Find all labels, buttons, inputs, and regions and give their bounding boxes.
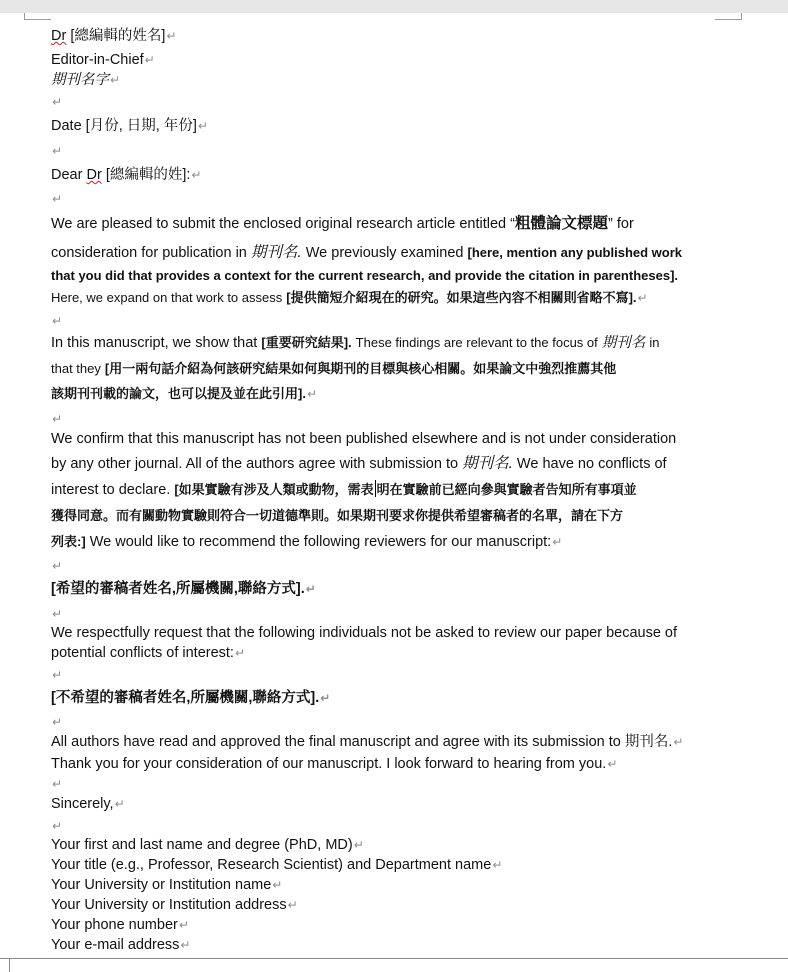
salutation-line: Dear Dr [總編輯的姓]:↵ [51, 167, 202, 183]
page-boundary-tick [9, 958, 10, 972]
crop-mark-top-right [715, 13, 742, 20]
empty-paragraph: ↵ [52, 715, 63, 729]
signature-address: Your University or Institution address↵ [51, 897, 298, 913]
paragraph-3-line-4: 獲得同意。而有關動物實驗則符合一切道德準則。如果期刊要求你提供希望審稿者的名單，請在下方 [51, 508, 624, 523]
page-boundary-line [0, 958, 788, 959]
empty-paragraph: ↵ [52, 144, 63, 158]
signature-title: Your title (e.g., Professor, Research Scientist) and Department name↵ [51, 857, 503, 873]
paragraph-5-line-2: Thank you for your consideration of our manuscript. I look forward to hearing from you.↵ [51, 756, 618, 772]
closing: Sincerely,↵ [51, 796, 125, 812]
empty-paragraph: ↵ [52, 819, 63, 833]
wanted-reviewers: [希望的審稿者姓名,所屬機關,聯絡方式].↵ [51, 581, 316, 597]
paragraph-2-line-3: 該期刊刊載的論文，也可以提及並在此引用].↵ [51, 386, 318, 401]
paragraph-1-line-3: that you did that provides a context for the current research, and provide the citation in parentheses]. [51, 268, 679, 283]
paragraph-4-line-1: We respectfully request that the following individuals not be asked to review our paper because of [51, 625, 678, 641]
recipient-name-line: Dr [總編輯的姓名]↵ [51, 28, 177, 44]
paragraph-3-line-1: We confirm that this manuscript has not been published elsewhere and is not under consideration [51, 431, 677, 447]
paragraph-1-line-4: Here, we expand on that work to assess [提供簡短介紹現在的研究。如果這些內容不相關則省略不寫].↵ [51, 290, 648, 305]
empty-paragraph: ↵ [52, 559, 63, 573]
empty-paragraph: ↵ [52, 607, 63, 621]
signature-institution: Your University or Institution name↵ [51, 877, 283, 893]
signature-name: Your first and last name and degree (PhD, MD)↵ [51, 837, 364, 853]
paragraph-1-line-1: We are pleased to submit the enclosed original research article entitled “粗體論文標題” for [51, 215, 634, 232]
paragraph-3-line-3: interest to declare. [如果實驗有涉及人類或動物，需表 明在實驗前已經向參與實驗者告知所有事項並 [51, 482, 637, 498]
paragraph-2-line-2: that they [用一兩句話介紹為何該研究結果如何與期刊的目標與核心相關。如果論文中強烈推薦其他 [51, 361, 617, 376]
empty-paragraph: ↵ [52, 412, 63, 426]
text-cursor [375, 480, 376, 497]
paragraph-1-line-2: consideration for publication in 期刊名. We previously examined [here, mention any published work [51, 244, 683, 261]
crop-mark-top-left [24, 13, 51, 20]
date-line: Date [月份, 日期, 年份]↵ [51, 118, 208, 134]
editor-top-margin [0, 0, 788, 13]
signature-email: Your e-mail address↵ [51, 937, 191, 953]
recipient-role-line: Editor-in-Chief↵ [51, 52, 155, 68]
empty-paragraph: ↵ [52, 95, 63, 109]
paragraph-3-line-5: 列表:] We would like to recommend the following reviewers for our manuscript:↵ [51, 534, 563, 550]
paragraph-2-line-1: In this manuscript, we show that [重要研究結果]. These findings are relevant to the focus of 期刊名 in [51, 335, 660, 351]
paragraph-4-line-2: potential conflicts of interest:↵ [51, 645, 246, 661]
empty-paragraph: ↵ [52, 777, 63, 791]
empty-paragraph: ↵ [52, 668, 63, 682]
empty-paragraph: ↵ [52, 192, 63, 206]
paragraph-5-line-1: All authors have read and approved the final manuscript and agree with its submission to 期刊名.↵ [51, 734, 684, 750]
signature-phone: Your phone number↵ [51, 917, 189, 933]
paragraph-3-line-2: by any other journal. All of the authors agree with submission to 期刊名. We have no conflicts of [51, 455, 667, 472]
empty-paragraph: ↵ [52, 314, 63, 328]
journal-name-line: 期刊名字↵ [51, 72, 121, 88]
excluded-reviewers: [不希望的審稿者姓名,所屬機關,聯絡方式].↵ [51, 690, 331, 706]
